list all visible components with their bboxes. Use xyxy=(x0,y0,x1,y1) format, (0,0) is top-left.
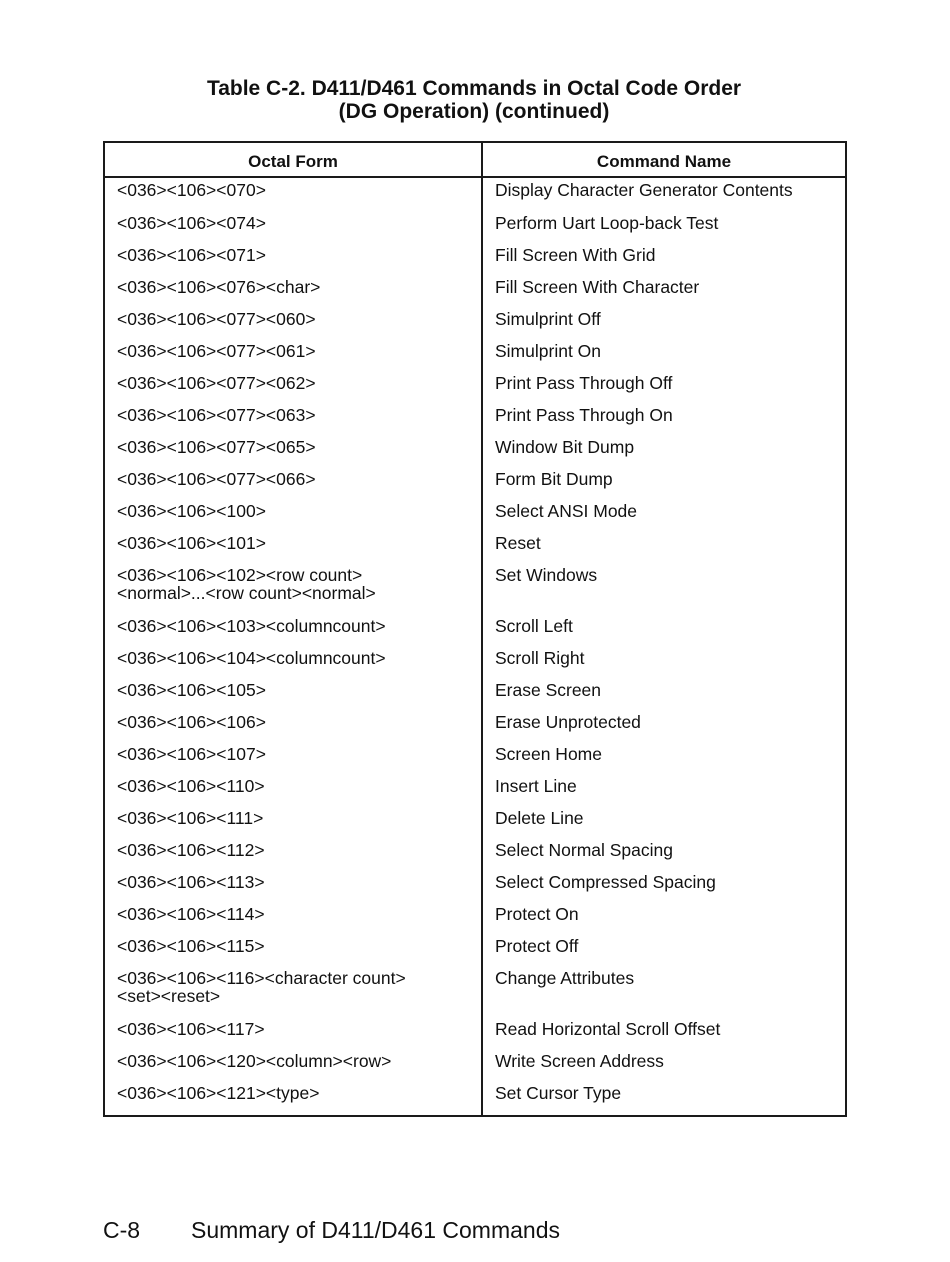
table-row xyxy=(105,710,845,742)
octal-form-cell xyxy=(105,211,482,243)
table-title-line-1: Table C-2. D411/D461 Commands in Octal Code Order xyxy=(206,77,742,100)
command-name-cell xyxy=(482,403,845,435)
octal-form-text: <036><106><077><061> xyxy=(117,341,316,361)
command-name-text: Reset xyxy=(495,533,541,553)
octal-form-text: <normal>...<row count><normal> xyxy=(117,583,376,603)
page-footer xyxy=(103,1217,560,1244)
octal-form-cell xyxy=(105,499,482,531)
octal-form-text: <036><106><111> xyxy=(117,808,264,828)
table-row xyxy=(105,1049,845,1081)
octal-form-text: <set><reset> xyxy=(117,986,221,1006)
page-number: C-8 xyxy=(103,1217,141,1243)
command-name-cell xyxy=(482,1081,845,1115)
table-row xyxy=(105,177,845,211)
octal-form-cell xyxy=(105,403,482,435)
command-name-cell xyxy=(482,467,845,499)
command-name-text: Erase Unprotected xyxy=(495,712,641,732)
octal-form-text: <036><106><107> xyxy=(117,744,266,764)
command-name-text: Window Bit Dump xyxy=(495,437,635,457)
command-name-text: Read Horizontal Scroll Offset xyxy=(495,1019,721,1039)
table-row xyxy=(105,1017,845,1049)
command-name-cell xyxy=(482,275,845,307)
table-row xyxy=(105,646,845,678)
command-name-cell xyxy=(482,646,845,678)
table-row xyxy=(105,403,845,435)
octal-form-text: <036><106><112> xyxy=(117,840,265,860)
command-name-cell xyxy=(482,435,845,467)
octal-form-text: <036><106><117> xyxy=(117,1019,265,1039)
octal-form-text: <036><106><110> xyxy=(117,776,265,796)
table-title-line-2: (DG Operation) (continued) xyxy=(338,100,610,123)
octal-form-cell xyxy=(105,902,482,934)
command-name-cell xyxy=(482,838,845,870)
command-name-text: Fill Screen With Character xyxy=(495,277,700,297)
command-name-text: Insert Line xyxy=(495,776,577,796)
octal-form-cell xyxy=(105,435,482,467)
octal-form-cell xyxy=(105,307,482,339)
table-row xyxy=(105,339,845,371)
command-name-cell xyxy=(482,1017,845,1049)
octal-form-cell xyxy=(105,467,482,499)
command-name-cell xyxy=(482,177,845,211)
octal-form-text: <036><106><076><char> xyxy=(117,277,321,297)
command-name-text: Select ANSI Mode xyxy=(495,501,638,521)
octal-form-cell xyxy=(105,646,482,678)
octal-form-text: <036><106><116><character count> xyxy=(117,968,406,988)
command-name-text: Write Screen Address xyxy=(495,1051,664,1071)
octal-form-text: <036><106><077><063> xyxy=(117,405,316,425)
command-name-cell xyxy=(482,870,845,902)
command-name-cell xyxy=(482,243,845,275)
command-name-cell xyxy=(482,742,845,774)
command-name-text: Perform Uart Loop-back Test xyxy=(495,213,719,233)
octal-form-cell xyxy=(105,177,482,211)
table-row xyxy=(105,307,845,339)
command-name-text: Set Windows xyxy=(495,565,598,585)
octal-form-text: <036><106><104><columncount> xyxy=(117,648,386,668)
command-name-text: Protect Off xyxy=(495,936,579,956)
commands-table xyxy=(103,141,847,1117)
table-header-row xyxy=(105,143,845,177)
octal-form-text: <036><106><074> xyxy=(117,213,266,233)
command-name-cell xyxy=(482,678,845,710)
octal-form-cell xyxy=(105,966,482,1017)
table-row xyxy=(105,870,845,902)
octal-form-cell xyxy=(105,774,482,806)
octal-form-cell xyxy=(105,1049,482,1081)
table-title xyxy=(103,77,845,123)
octal-form-cell xyxy=(105,531,482,563)
command-name-cell xyxy=(482,806,845,838)
octal-form-text: <036><106><100> xyxy=(117,501,266,521)
command-name-cell xyxy=(482,902,845,934)
table-row xyxy=(105,371,845,403)
table-row xyxy=(105,902,845,934)
octal-form-cell xyxy=(105,742,482,774)
octal-form-text: <036><106><102><row count> xyxy=(117,565,363,585)
table-row xyxy=(105,614,845,646)
octal-form-cell xyxy=(105,806,482,838)
table-row xyxy=(105,211,845,243)
command-name-text: Select Compressed Spacing xyxy=(495,872,716,892)
column-header-command-name: Command Name xyxy=(482,143,845,177)
table-body xyxy=(105,177,845,1115)
octal-form-text: <036><106><105> xyxy=(117,680,266,700)
command-name-text: Select Normal Spacing xyxy=(495,840,673,860)
octal-form-text: <036><106><070> xyxy=(117,180,266,200)
octal-form-text: <036><106><077><062> xyxy=(117,373,316,393)
octal-form-text: <036><106><120><column><row> xyxy=(117,1051,392,1071)
table-row xyxy=(105,275,845,307)
command-name-text: Simulprint On xyxy=(495,341,602,361)
command-name-text: Set Cursor Type xyxy=(495,1083,622,1103)
octal-form-cell xyxy=(105,710,482,742)
command-name-text: Display Character Generator Contents xyxy=(495,180,793,200)
command-name-cell xyxy=(482,774,845,806)
command-name-text: Scroll Left xyxy=(495,616,573,636)
command-name-text: Print Pass Through On xyxy=(495,405,673,425)
octal-form-text: <036><106><077><060> xyxy=(117,309,316,329)
table-row xyxy=(105,243,845,275)
octal-form-cell xyxy=(105,563,482,614)
table-row xyxy=(105,934,845,966)
table-row xyxy=(105,678,845,710)
command-name-text: Simulprint Off xyxy=(495,309,601,329)
command-name-text: Erase Screen xyxy=(495,680,602,700)
octal-form-cell xyxy=(105,339,482,371)
octal-form-cell xyxy=(105,870,482,902)
command-name-cell xyxy=(482,1049,845,1081)
command-name-cell xyxy=(482,371,845,403)
octal-form-cell xyxy=(105,275,482,307)
command-name-text: Scroll Right xyxy=(495,648,585,668)
octal-form-text: <036><106><121><type> xyxy=(117,1083,320,1103)
column-header-octal-form: Octal Form xyxy=(105,143,482,177)
table-row xyxy=(105,806,845,838)
command-name-cell xyxy=(482,934,845,966)
table-row xyxy=(105,966,845,1017)
octal-form-cell xyxy=(105,371,482,403)
command-name-cell xyxy=(482,966,845,1017)
octal-form-text: <036><106><113> xyxy=(117,872,265,892)
table-row xyxy=(105,563,845,614)
octal-form-cell xyxy=(105,243,482,275)
table-row xyxy=(105,435,845,467)
command-name-cell xyxy=(482,710,845,742)
command-name-cell xyxy=(482,499,845,531)
command-name-cell xyxy=(482,307,845,339)
table-row xyxy=(105,838,845,870)
octal-form-cell xyxy=(105,678,482,710)
command-name-text: Screen Home xyxy=(495,744,602,764)
table-row xyxy=(105,531,845,563)
octal-form-text: <036><106><103><columncount> xyxy=(117,616,386,636)
octal-form-text: <036><106><114> xyxy=(117,904,265,924)
command-name-cell xyxy=(482,563,845,614)
octal-form-cell xyxy=(105,838,482,870)
octal-form-text: <036><106><071> xyxy=(117,245,266,265)
table-row xyxy=(105,742,845,774)
command-name-text: Delete Line xyxy=(495,808,584,828)
octal-form-cell xyxy=(105,1081,482,1115)
octal-form-cell xyxy=(105,614,482,646)
octal-form-cell xyxy=(105,1017,482,1049)
octal-form-text: <036><106><101> xyxy=(117,533,266,553)
octal-form-text: <036><106><106> xyxy=(117,712,266,732)
footer-section-title: Summary of D411/D461 Commands xyxy=(191,1217,560,1243)
command-name-cell xyxy=(482,339,845,371)
table-row xyxy=(105,1081,845,1115)
command-name-cell xyxy=(482,531,845,563)
command-name-text: Form Bit Dump xyxy=(495,469,613,489)
octal-form-cell xyxy=(105,934,482,966)
octal-form-text: <036><106><115> xyxy=(117,936,265,956)
command-name-cell xyxy=(482,614,845,646)
octal-form-text: <036><106><077><066> xyxy=(117,469,316,489)
table-row xyxy=(105,774,845,806)
command-name-text: Print Pass Through Off xyxy=(495,373,673,393)
octal-form-text: <036><106><077><065> xyxy=(117,437,316,457)
command-name-text: Change Attributes xyxy=(495,968,635,988)
table-row xyxy=(105,499,845,531)
table-row xyxy=(105,467,845,499)
command-name-cell xyxy=(482,211,845,243)
command-name-text: Fill Screen With Grid xyxy=(495,245,656,265)
command-name-text: Protect On xyxy=(495,904,579,924)
